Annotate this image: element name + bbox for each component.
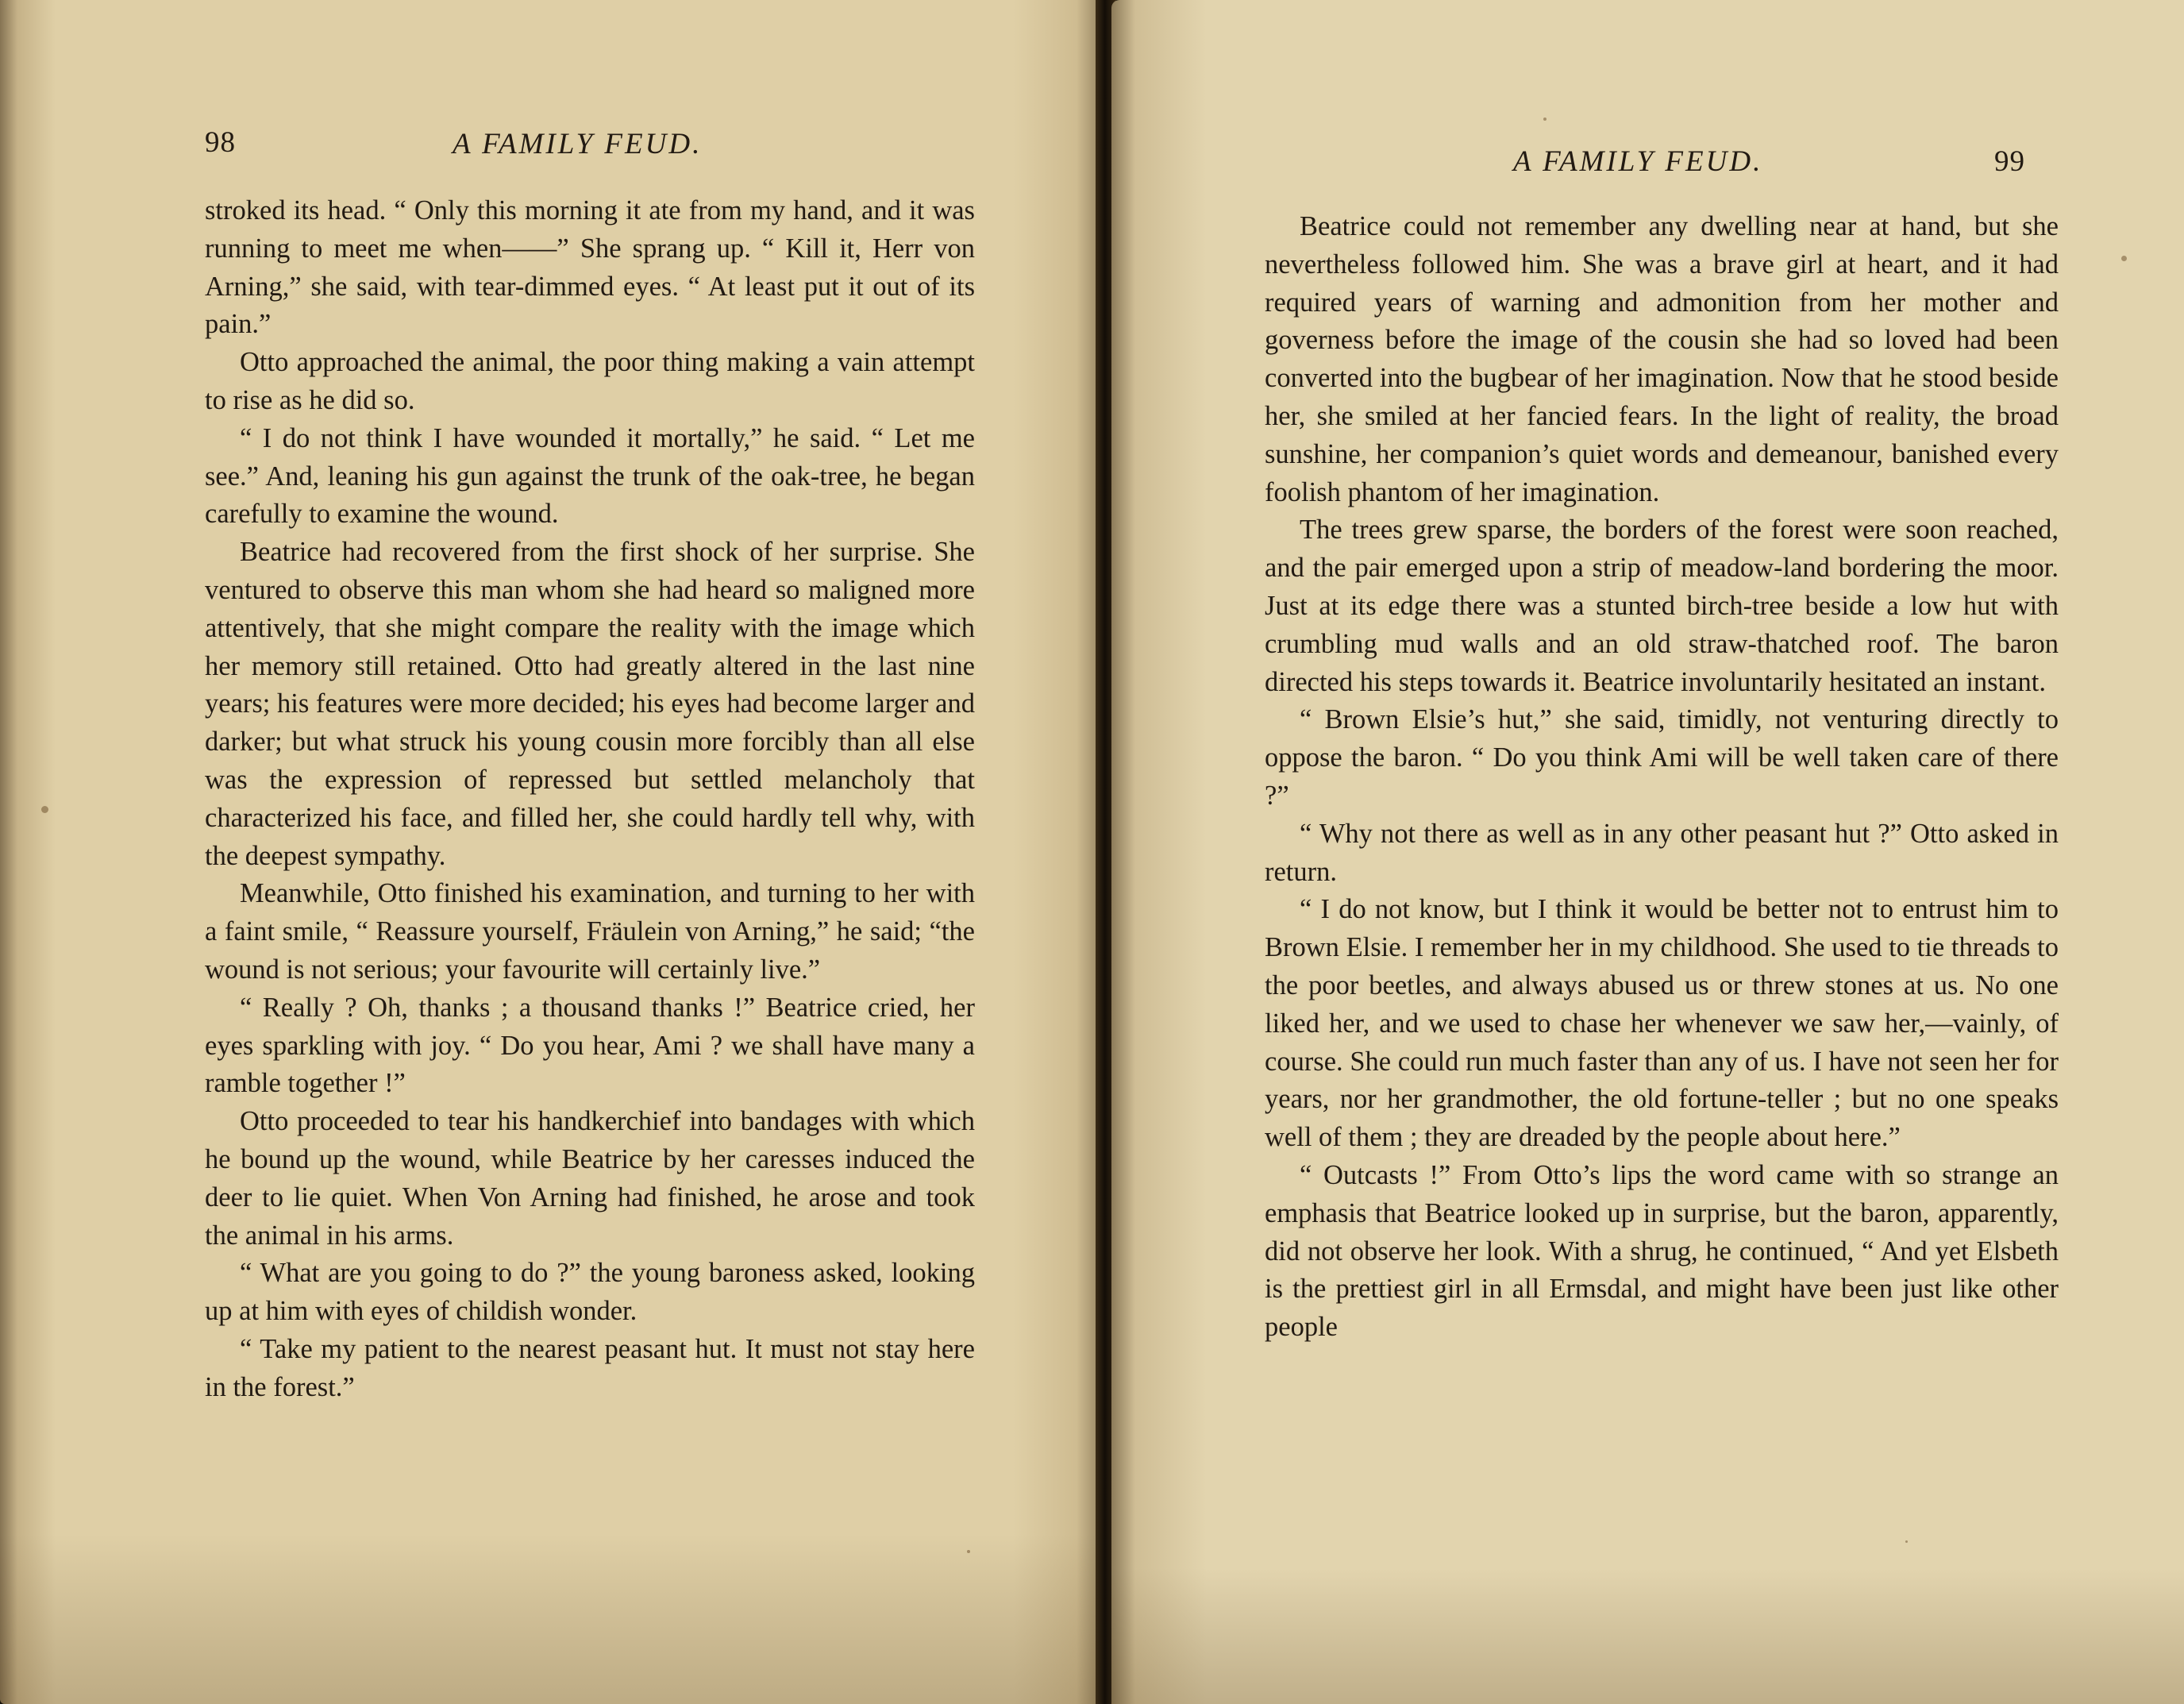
left-paragraph-9: “ Take my patient to the nearest peasant hut. It must not stay here in the forest.” [205,1333,975,1402]
right-page-body [1265,208,2059,1347]
right-paragraph-3: “ Brown Elsie’s hut,” she said, timidly, not venturing directly to oppose the baron. “ Do you think Ami will be well taken care of there ?” [1265,704,2059,811]
right-paragraph-4: “ Why not there as well as in any other peasant hut ?” Otto asked in return. [1265,818,2059,887]
left-paragraph-8: “ What are you going to do ?” the young baroness asked, looking up at him with eyes of childish wonder. [205,1258,975,1327]
left-running-head: A FAMILY FEUD. [453,128,703,160]
right-page-number: 99 [1994,145,2025,178]
right-paragraph-5: “ I do not know, but I think it would be better not to entrust him to Brown Elsie. I remember her in my childhood. She used to tie threads to the poor beetles, and always abused us or threw stones at us. No one liked her, and we used to chase her whenever we saw her,—vainly, of course. She could run much faster than any of us. I have not seen her for years, nor her grandmother, the old fortune-teller ; but no one speaks well of them ; they are dreaded by the people about here.” [1265,894,2059,1153]
right-page [1111,0,2184,1704]
left-paragraph-6: “ Really ? Oh, thanks ; a thousand thanks !” Beatrice cried, her eyes sparkling with joy. “ Do you hear, Ami ? we shall have many a ramble together !” [205,992,975,1099]
right-paragraph-2: The trees grew sparse, the borders of the forest were soon reached, and the pair emerged upon a strip of meadow-land bordering the moor. Just at its edge there was a stunted birch-tree beside a low hut with crumbling mud walls and an old straw-thatched roof. The baron directed his steps towards it. Beatrice involuntarily hesitated an instant. [1265,515,2059,697]
left-paragraph-2: Otto approached the animal, the poor thing making a vain attempt to rise as he did so. [205,347,975,415]
left-page-number: 98 [205,126,236,159]
left-paragraph-1: stroked its head. “ Only this morning it ate from my hand, and it was running to meet me when——” She sprang up. “ Kill it, Herr von Arning,” she said, with tear-dimmed eyes. “ At least put it out of its pain.” [205,195,975,340]
right-paragraph-6: “ Outcasts !” From Otto’s lips the word came with so strange an emphasis that Beatrice looked up in surprise, but the baron, apparently, did not observe her look. With a shrug, he continued, “ And yet Elsbeth is the prettiest girl in all Ermsdal, and might have been just like other people [1265,1159,2059,1343]
left-paragraph-3: “ I do not think I have wounded it mortally,” he said. “ Let me see.” And, leaning his gun against the trunk of the oak-tree, he began carefully to examine the wound. [205,422,975,530]
left-paragraph-7: Otto proceeded to tear his handkerchief into bandages with which he bound up the wound, while Beatrice by her caresses induced the deer to lie quiet. When Von Arning had finished, he arose and took the animal in his arms. [205,1106,975,1251]
paper-fleck [967,1550,970,1553]
right-paragraph-1: Beatrice could not remember any dwelling near at hand, but she nevertheless followed him. She was a brave girl at heart, and it had required years of warning and admonition from her mother and governess before the image of the cousin she had so loved had been converted into the bugbear of her imagination. Now that he stood beside her, she smiled at her fancied fears. In the light of reality, the broad sunshine, her companion’s quiet words and demeanour, banished every foolish phantom of her imagination. [1265,211,2059,507]
left-paragraph-5: Meanwhile, Otto finished his examination, and turning to her with a faint smile, “ Reassure yourself, Fräulein von Arning,” he said; “the wound is not serious; your favourite will certainly live.” [205,878,975,985]
right-running-head: A FAMILY FEUD. [1513,145,1763,178]
left-paragraph-4: Beatrice had recovered from the first shock of her surprise. She ventured to observe this man whom she had heard so maligned more attentively, that she might compare the reality with the image which her memory still retained. Otto had greatly altered in the last nine years; his features were more decided; his eyes had become larger and darker; but what struck his young cousin more forcibly than all else was the expression of repressed but settled melancholy that characterized his face, and filled her, she could hardly tell why, with the deepest sympathy. [205,537,975,871]
left-page-body [205,192,975,1407]
paper-fleck [1543,118,1547,121]
paper-fleck [41,806,48,813]
paper-fleck [1905,1540,1908,1543]
paper-fleck [2121,256,2127,261]
